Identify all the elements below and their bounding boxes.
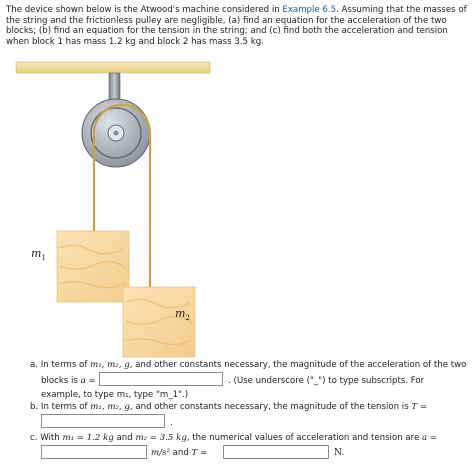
intro-text-2: . Assuming that the masses of the string and the frictionless pulley are negligible, (a) find an equation for the acceleration of the two blocks; (b) find an equation for the tension in the string; and (c) find both the acceleration and tension when block 1 has mass 1.2 kg and block 2 has mass 3.5 kg. [6, 5, 467, 47]
question-b-period: . [170, 418, 173, 428]
question-b-line1: b. In terms of m₁, m₂, g, and other constants necessary, the magnitude of the tension is T = [30, 402, 428, 412]
tension-formula-input[interactable] [41, 414, 165, 428]
question-a-line2: blocks is a = [41, 376, 96, 386]
label-m1: $m_1$ [31, 247, 46, 262]
question-c-line1: c. With m₁ = 1.2 kg and m₂ = 3.5 kg, the numerical values of acceleration and tension are a = [30, 433, 438, 443]
question-c-line2: m/s² and T = [151, 448, 208, 458]
acceleration-value-input[interactable] [41, 445, 147, 459]
pulley-axle [114, 131, 119, 136]
block-1 [57, 231, 129, 302]
question-a-line1: a. In terms of m₁, m₂, g, and other constants necessary, the magnitude of the acceleration of the two [30, 360, 467, 370]
tension-value-input[interactable] [223, 445, 329, 459]
example-link[interactable]: Example 6.5 [282, 5, 337, 15]
question-a-line3: example, to type m₁, type "m_1".) [41, 390, 189, 400]
tension-unit: N. [334, 448, 345, 458]
question-a-hint: . (Use underscore ("_") to type subscripts. For [228, 376, 425, 386]
acceleration-formula-input[interactable] [99, 372, 223, 386]
ceiling-beam [16, 62, 210, 73]
label-m2: $m_2$ [175, 307, 190, 322]
block-2 [123, 287, 195, 357]
intro-text-1: The device shown below is the Atwood's machine considered in [6, 5, 283, 15]
